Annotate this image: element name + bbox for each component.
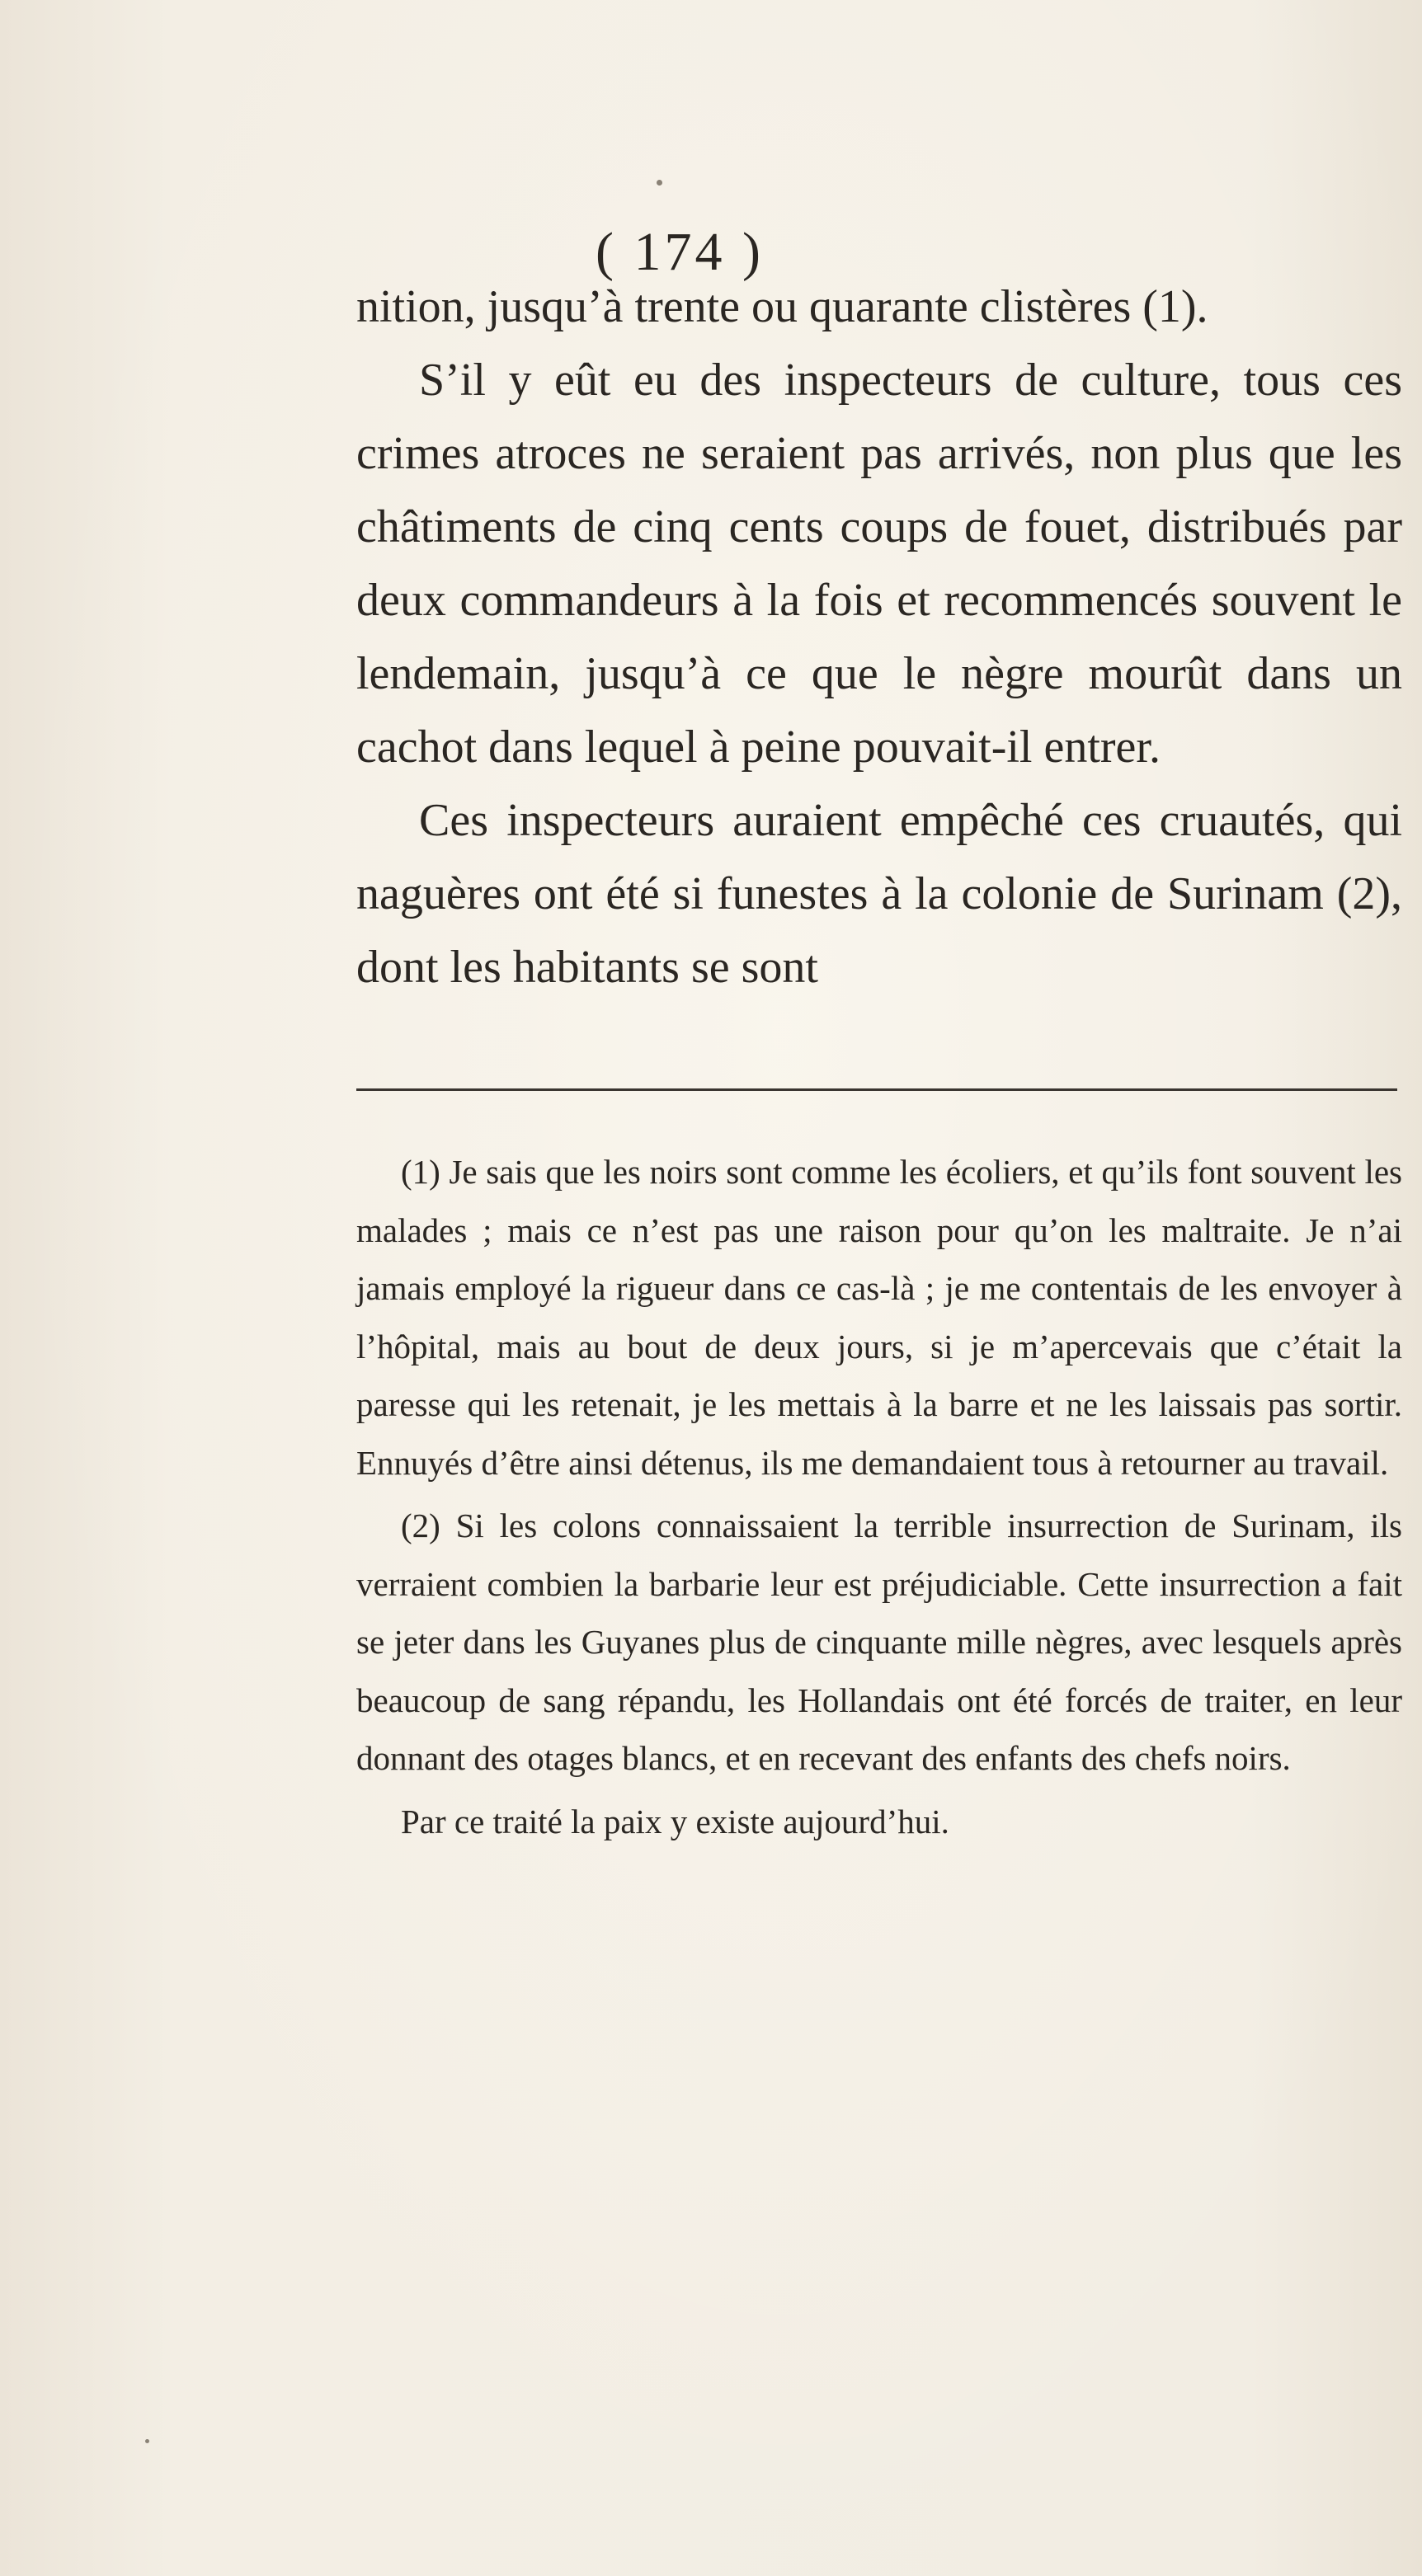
footnote-2-final-line: Par ce traité la paix y existe aujourd’hui.: [401, 1802, 949, 1840]
footnote-2: (2) Si les colons connaissaient la terrible insurrection de Surinam, ils verraient combien la barbarie leur est préjudiciable. Cette insurrection a fait se jeter dans les Guyanes plus de cinquante mille nègres, avec lesquels après beaucoup de sang répandu, les Hollandais ont été forcés de traiter, en leur donnant des otages blancs, et en recevant des enfants des chefs noirs.: [356, 1507, 1402, 1777]
paragraph-3: Ces inspecteurs auraient empêché ces cruautés, qui naguères ont été si funestes à la colonie de Surinam (2), dont les habitants se sont: [356, 795, 1402, 993]
footnote-separator: [356, 1088, 1397, 1091]
paragraph-1: nition, jusqu’à trente ou quarante clistères (1).: [356, 281, 1208, 332]
paper-speck: [657, 180, 662, 186]
main-text: [356, 270, 1402, 1004]
paper-speck: [145, 2439, 149, 2443]
footnotes: [356, 1143, 1402, 1855]
page-number: ( 174 ): [596, 222, 764, 282]
paragraph-2: S’il y eût eu des inspecteurs de culture, tous ces crimes atroces ne seraient pas arrivés, non plus que les châtiments de cinq cents coups de fouet, distribués par deux commandeurs à la fois et recommencés souvent le lendemain, jusqu’à ce que le nègre mourût dans un cachot dans lequel à peine pouvait-il entrer.: [356, 355, 1402, 773]
footnote-1: (1) Je sais que les noirs sont comme les écoliers, et qu’ils font souvent les malades ; mais ce n’est pas une raison pour qu’on les maltraite. Je n’ai jamais employé la rigueur dans ce cas-là ; je me contentais de les envoyer à l’hôpital, mais au bout de deux jours, si je m’apercevais que c’était la paresse qui les retenait, je les mettais à la barre et ne les laissais pas sortir. Ennuyés d’être ainsi détenus, ils me demandaient tous à retourner au travail.: [356, 1153, 1402, 1482]
